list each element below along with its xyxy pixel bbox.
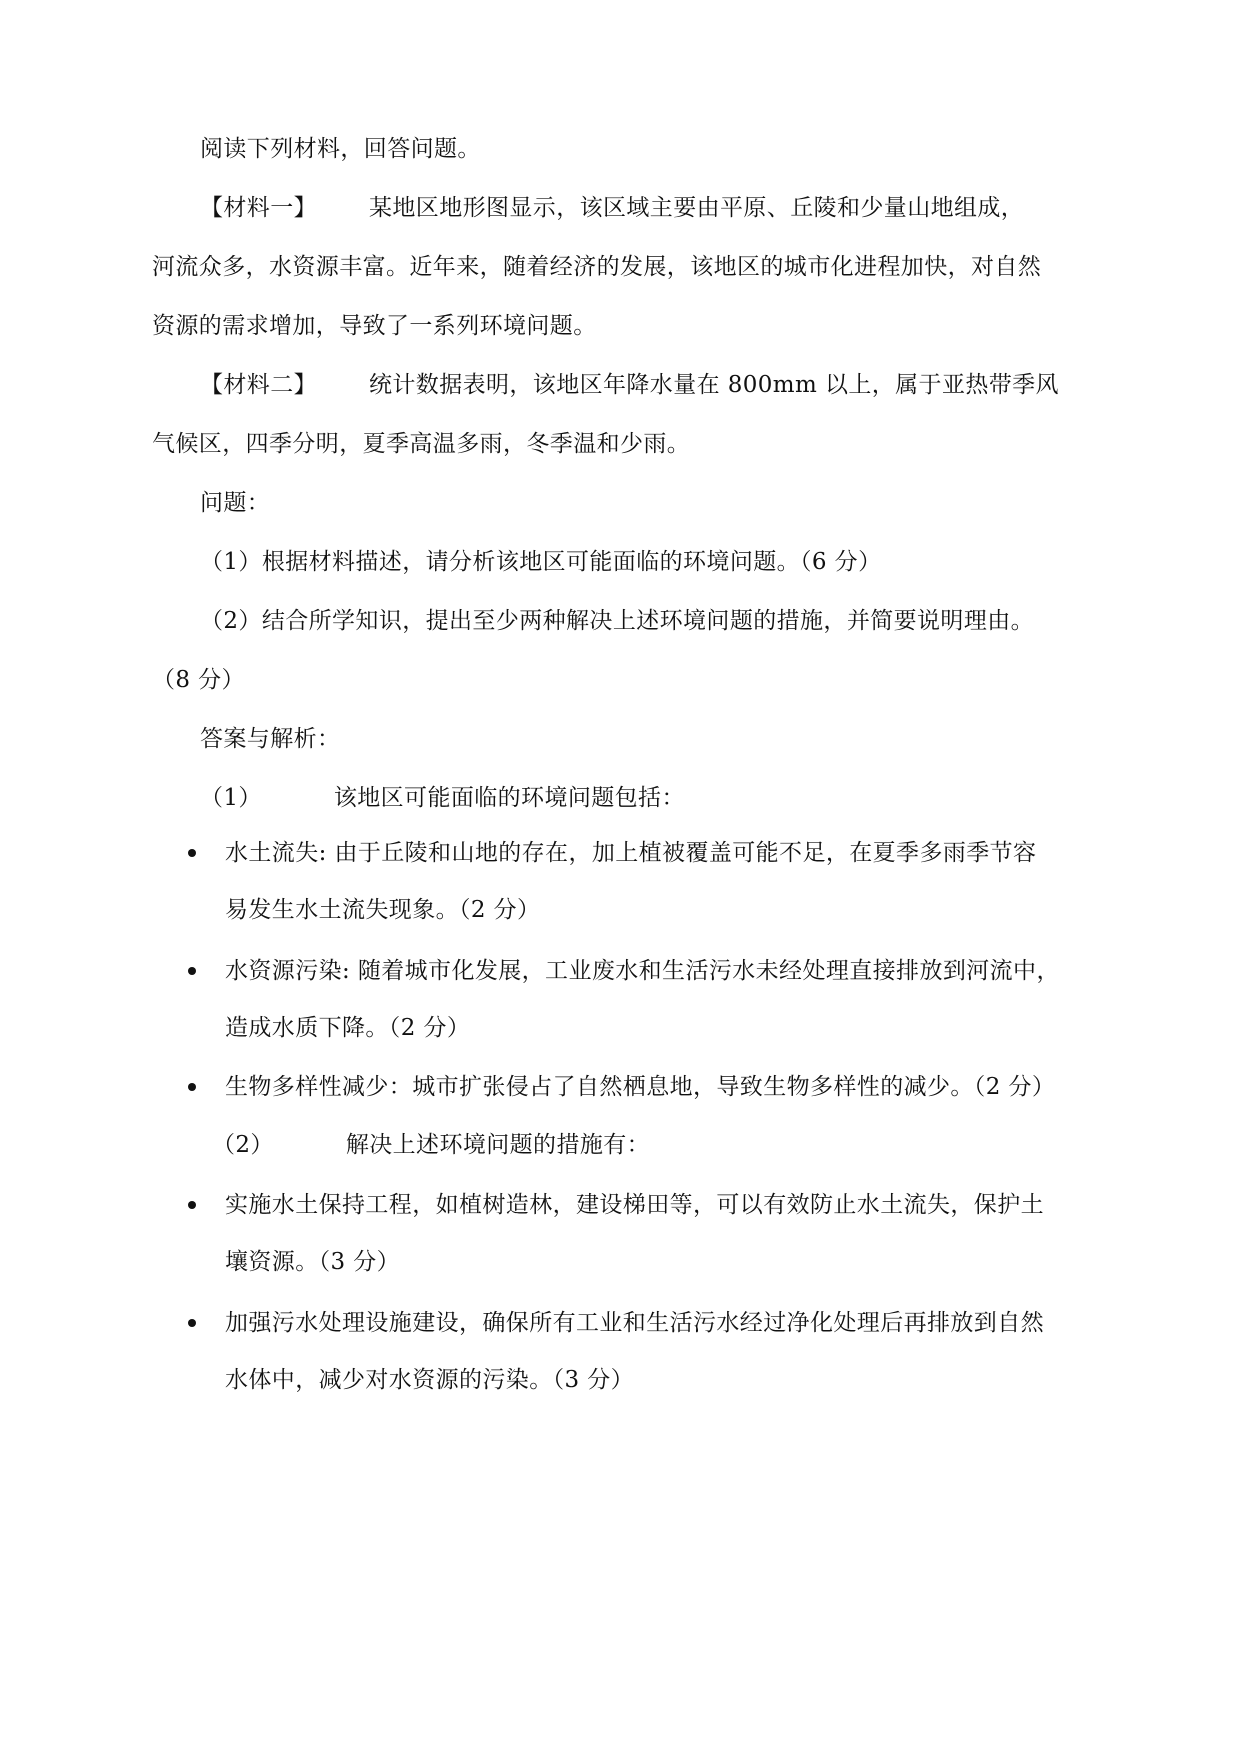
bullet-icon (188, 967, 196, 975)
bullet-icon (188, 1319, 196, 1327)
answer-label: 答案与解析： (200, 726, 341, 752)
material1-tag: 【材料一】 (200, 195, 317, 221)
answer-1-item-1-line2: 易发生水土流失现象。（2 分） (225, 897, 541, 923)
material2-line2: 气候区，四季分明，夏季高温多雨，冬季温和少雨。 (152, 431, 691, 457)
answer-1-item-1-line1: 水土流失: 由于丘陵和山地的存在，加上植被覆盖可能不足，在夏季多雨季节容 (225, 840, 1037, 866)
answer-1-number: （1） (200, 785, 262, 811)
bullet-icon (188, 849, 196, 857)
intro-text: 阅读下列材料，回答问题。 (200, 136, 481, 162)
answer-2-item-1-line1: 实施水土保持工程，如植树造林，建设梯田等，可以有效防止水土流失，保护土 (225, 1192, 1044, 1218)
material2-first-line (200, 370, 1059, 400)
answer-1-item-2-line2: 造成水质下降。（2 分） (225, 1015, 471, 1041)
answer-2-intro: 解决上述环境问题的措施有： (345, 1132, 651, 1158)
answer-1-intro: 该地区可能面临的环境问题包括： (333, 785, 685, 811)
question-2-line1: （2）结合所学知识，提出至少两种解决上述环境问题的措施，并简要说明理由。 (200, 608, 1035, 634)
answer-1-heading (200, 783, 685, 813)
material2-tag: 【材料二】 (200, 372, 317, 398)
material1-first-line (200, 193, 1024, 223)
bullet-icon (188, 1083, 196, 1091)
question-2-line2: （8 分） (152, 667, 245, 693)
material1-line3: 资源的需求增加，导致了一系列环境问题。 (152, 313, 597, 339)
answer-2-item-2-line2: 水体中，减少对水资源的污染。（3 分） (225, 1367, 635, 1393)
answer-2-number: （2） (212, 1132, 274, 1158)
material1-line1: 某地区地形图显示，该区域主要由平原、丘陵和少量山地组成， (369, 195, 1025, 221)
answer-1-item-3-line1: 生物多样性减少：城市扩张侵占了自然栖息地，导致生物多样性的减少。（2 分） (225, 1074, 1056, 1100)
material1-line2: 河流众多，水资源丰富。近年来，随着经济的发展，该地区的城市化进程加快，对自然 (152, 254, 1042, 280)
answer-2-item-2-line1: 加强污水处理设施建设，确保所有工业和生活污水经过净化处理后再排放到自然 (225, 1310, 1044, 1336)
material2-line1: 统计数据表明，该地区年降水量在 800mm 以上，属于亚热带季风 (369, 372, 1059, 398)
question-1: （1）根据材料描述，请分析该地区可能面临的环境问题。（6 分） (200, 549, 882, 575)
bullet-icon (188, 1201, 196, 1209)
questions-label: 问题： (200, 490, 271, 516)
answer-1-item-2-line1: 水资源污染: 随着城市化发展，工业废水和生活污水未经处理直接排放到河流中， (225, 958, 1060, 984)
answer-2-heading (212, 1130, 650, 1160)
answer-2-item-1-line2: 壤资源。（3 分） (225, 1249, 401, 1275)
